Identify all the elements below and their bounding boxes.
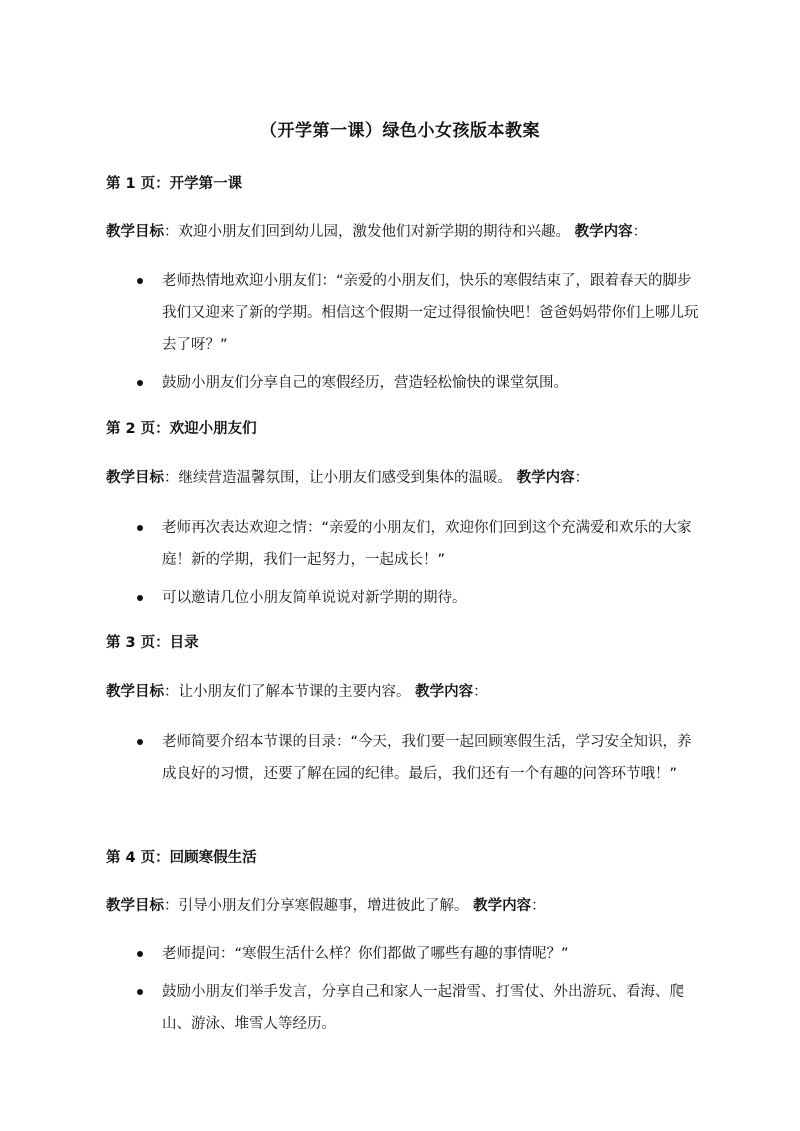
list-item: 老师简要介绍本节课的目录：“今天，我们要一起回顾寒假生活，学习安全知识，养成良好的习惯，还要了解在园的纪律。最后，我们还有一个有趣的问答环节哦！” xyxy=(0,726,702,790)
colon: ： xyxy=(164,684,179,700)
goal-text: 让小朋友们了解本节课的主要内容。 xyxy=(178,684,411,700)
content-label: 教学内容 xyxy=(415,684,474,700)
content-label: 教学内容 xyxy=(473,898,532,914)
section-heading: 第 1 页：开学第一课 xyxy=(106,176,243,192)
section-heading: 第 4 页：回顾寒假生活 xyxy=(106,850,257,866)
colon: ： xyxy=(164,470,179,486)
colon: ： xyxy=(164,224,179,240)
content-label: 教学内容 xyxy=(516,470,575,486)
list-item: 老师提问：“寒假生活什么样？你们都做了哪些有趣的事情呢？” xyxy=(0,938,702,970)
goal-label: 教学目标 xyxy=(106,470,164,486)
goal-label: 教学目标 xyxy=(106,224,164,240)
bullet-list xyxy=(0,265,702,405)
section-goal xyxy=(106,894,546,915)
goal-text: 引导小朋友们分享寒假趣事，增进彼此了解。 xyxy=(178,898,469,914)
goal-text: 继续营造温馨氛围，让小朋友们感受到集体的温暖。 xyxy=(178,470,512,486)
goal-label: 教学目标 xyxy=(106,684,164,700)
colon: ： xyxy=(473,684,488,700)
list-item: 鼓励小朋友们分享自己的寒假经历，营造轻松愉快的课堂氛围。 xyxy=(0,367,702,399)
bullet-list xyxy=(0,726,702,796)
list-item: 老师再次表达欢迎之情：“亲爱的小朋友们，欢迎你们回到这个充满爱和欢乐的大家庭！新的学期，我们一起努力，一起成长！” xyxy=(0,512,702,576)
colon: ： xyxy=(164,898,179,914)
bullet-list xyxy=(0,512,702,620)
list-item: 老师热情地欢迎小朋友们：“亲爱的小朋友们，快乐的寒假结束了，跟着春天的脚步我们又迎来了新的学期。相信这个假期一定过得很愉快吧！爸爸妈妈带你们上哪儿玩去了呀？” xyxy=(0,265,702,361)
colon: ： xyxy=(632,224,648,240)
section-goal xyxy=(106,680,488,701)
document-title: （开学第一课）绿色小女孩版本教案 xyxy=(260,121,540,141)
colon: ： xyxy=(531,898,546,914)
list-item: 鼓励小朋友们举手发言，分享自己和家人一起滑雪、打雪仗、外出游玩、看海、爬山、游泳、堆雪人等经历。 xyxy=(0,976,702,1040)
colon: ： xyxy=(574,470,590,486)
bullet-list xyxy=(0,938,702,1046)
list-item: 可以邀请几位小朋友简单说说对新学期的期待。 xyxy=(0,582,702,614)
section-heading: 第 3 页：目录 xyxy=(106,635,199,651)
content-label: 教学内容 xyxy=(574,224,633,240)
section-goal xyxy=(106,220,647,241)
goal-text: 欢迎小朋友们回到幼儿园，激发他们对新学期的期待和兴趣。 xyxy=(178,224,570,240)
goal-label: 教学目标 xyxy=(106,898,164,914)
section-goal xyxy=(106,466,589,487)
section-heading: 第 2 页：欢迎小朋友们 xyxy=(106,421,257,437)
